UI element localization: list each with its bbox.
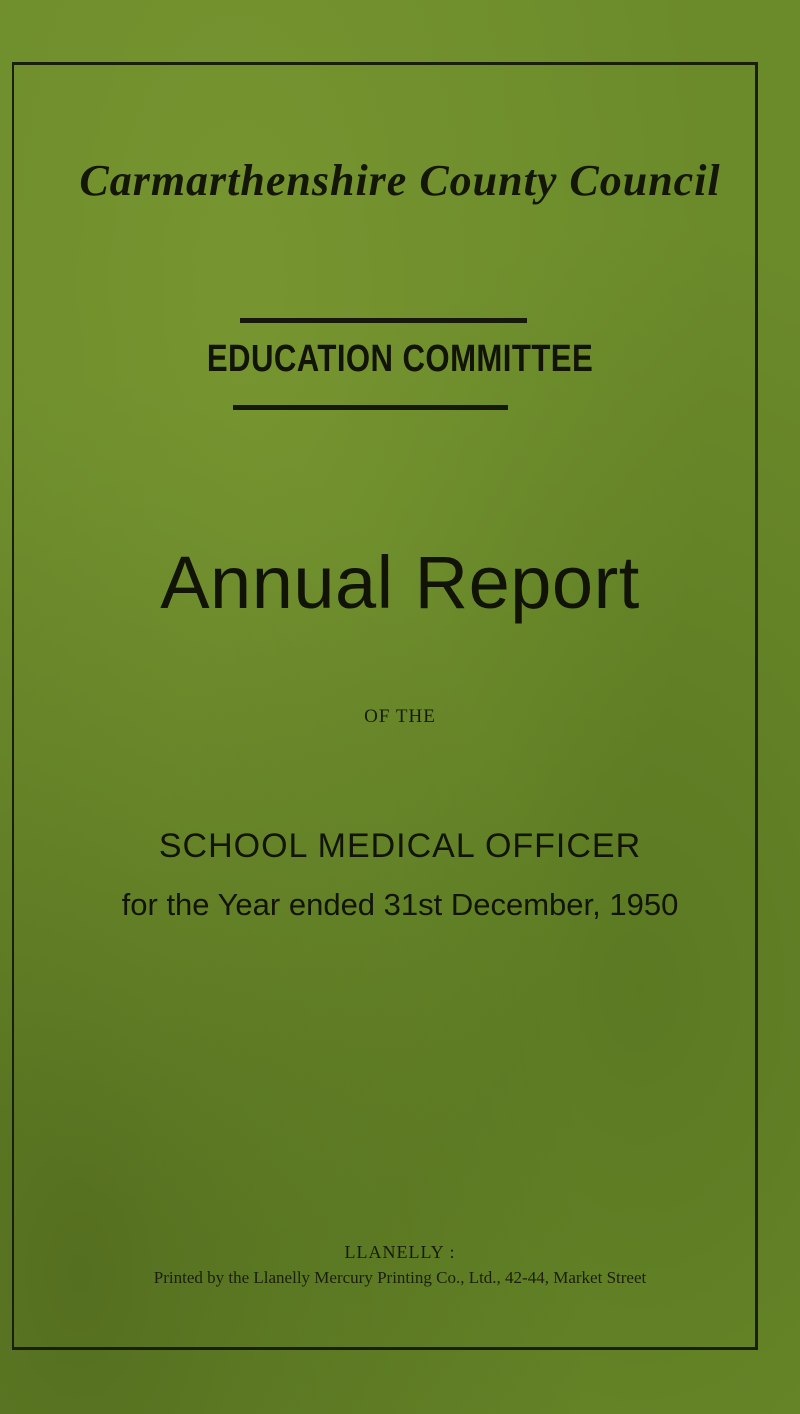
year-line: for the Year ended 31st December, 1950 [121, 887, 679, 922]
committee-heading: EDUCATION COMMITTEE [206, 338, 594, 380]
bottom-rule [233, 405, 508, 410]
officer-heading: SCHOOL MEDICAL OFFICER [158, 827, 642, 865]
place-line: LLANELLY : [344, 1242, 456, 1262]
top-rule [240, 318, 527, 323]
of-the-label: OF THE [364, 706, 436, 727]
report-title: Annual Report [160, 541, 640, 624]
printer-line: Printed by the Llanelly Mercury Printing Co., Ltd., 42-44, Market Street [153, 1268, 647, 1287]
council-heading: Carmarthenshire County Council [79, 156, 721, 205]
